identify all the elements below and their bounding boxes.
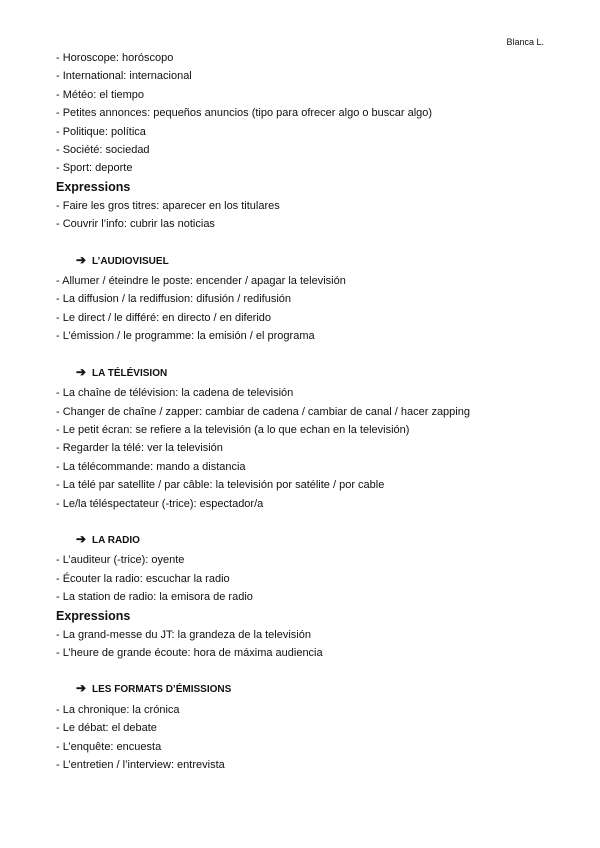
vocab-line: - International: internacional xyxy=(56,70,192,83)
section-title: LA RADIO xyxy=(92,534,140,546)
vocab-line: - Allumer / éteindre le poste: encender / apagar la televisión xyxy=(56,275,346,288)
vocab-line: - Le direct / le différé: en directo / en diferido xyxy=(56,311,272,324)
section-heading-television xyxy=(56,363,556,383)
section-title: LES FORMATS D’ÉMISSIONS xyxy=(92,684,232,696)
vocab-line: - Sport: deporte xyxy=(56,162,133,175)
vocab-line: - L’entretien / l’interview: entrevista xyxy=(56,759,225,771)
section-heading-audiovisuel xyxy=(56,251,556,271)
vocab-line: - La station de radio: la emisora de radio xyxy=(56,591,253,604)
vocab-line: - Petites annonces: pequeños anuncios (tipo para ofrecer algo o buscar algo) xyxy=(56,107,433,120)
vocabulary-content xyxy=(56,49,556,774)
vocab-line: - Écouter la radio: escuchar la radio xyxy=(56,572,230,585)
section-heading-formats xyxy=(56,679,556,699)
vocab-line: - La diffusion / la rediffusion: difusión / redifusión xyxy=(56,293,292,306)
vocab-line: - Le débat: el debate xyxy=(56,722,157,735)
arrow-right-icon: ➔ xyxy=(76,531,87,546)
vocab-line: - La télécommande: mando a distancia xyxy=(56,460,246,473)
vocab-line: - Politique: política xyxy=(56,125,146,138)
arrow-right-icon: ➔ xyxy=(76,364,87,379)
vocab-line: - Météo: el tiempo xyxy=(56,88,145,101)
vocab-line: - Horoscope: horóscopo xyxy=(56,52,174,64)
expression-line: - La grand-messe du JT: la grandeza de la televisión xyxy=(56,628,311,641)
vocab-line: - Regarder la télé: ver la televisión xyxy=(56,442,223,455)
vocab-line: - L’auditeur (-trice): oyente xyxy=(56,554,185,567)
section-title: LA TÉLÉVISION xyxy=(92,367,168,379)
author-name: Blanca L. xyxy=(506,37,544,47)
vocab-line: - L’émission / le programme: la emisión / el programa xyxy=(56,330,315,343)
vocab-line: - La télé par satellite / par câble: la televisión por satélite / por cable xyxy=(56,479,385,492)
expression-line: - Faire les gros titres: aparecer en los titulares xyxy=(56,199,280,212)
vocab-line: - La chronique: la crónica xyxy=(56,703,180,716)
vocab-line: - Changer de chaîne / zapper: cambiar de cadena / cambiar de canal / hacer zapping xyxy=(56,405,470,418)
expression-line: - Couvrir l’info: cubrir las noticias xyxy=(56,218,215,231)
vocab-line: - L’enquête: encuesta xyxy=(56,740,162,753)
vocab-line: - Le petit écran: se refiere a la televisión (a lo que echan en la televisión) xyxy=(56,423,410,436)
vocab-line: - La chaîne de télévision: la cadena de televisión xyxy=(56,387,294,400)
vocab-line: - Société: sociedad xyxy=(56,144,150,157)
expression-line: - L’heure de grande écoute: hora de máxima audiencia xyxy=(56,646,323,659)
vocab-line: - Le/la téléspectateur (-trice): espectador/a xyxy=(56,497,264,510)
section-heading-radio xyxy=(56,530,556,550)
arrow-right-icon: ➔ xyxy=(76,252,87,267)
expressions-heading: Expressions xyxy=(56,179,131,194)
expressions-heading: Expressions xyxy=(56,608,131,623)
section-title: L’AUDIOVISUEL xyxy=(92,255,169,267)
arrow-right-icon: ➔ xyxy=(76,681,87,696)
